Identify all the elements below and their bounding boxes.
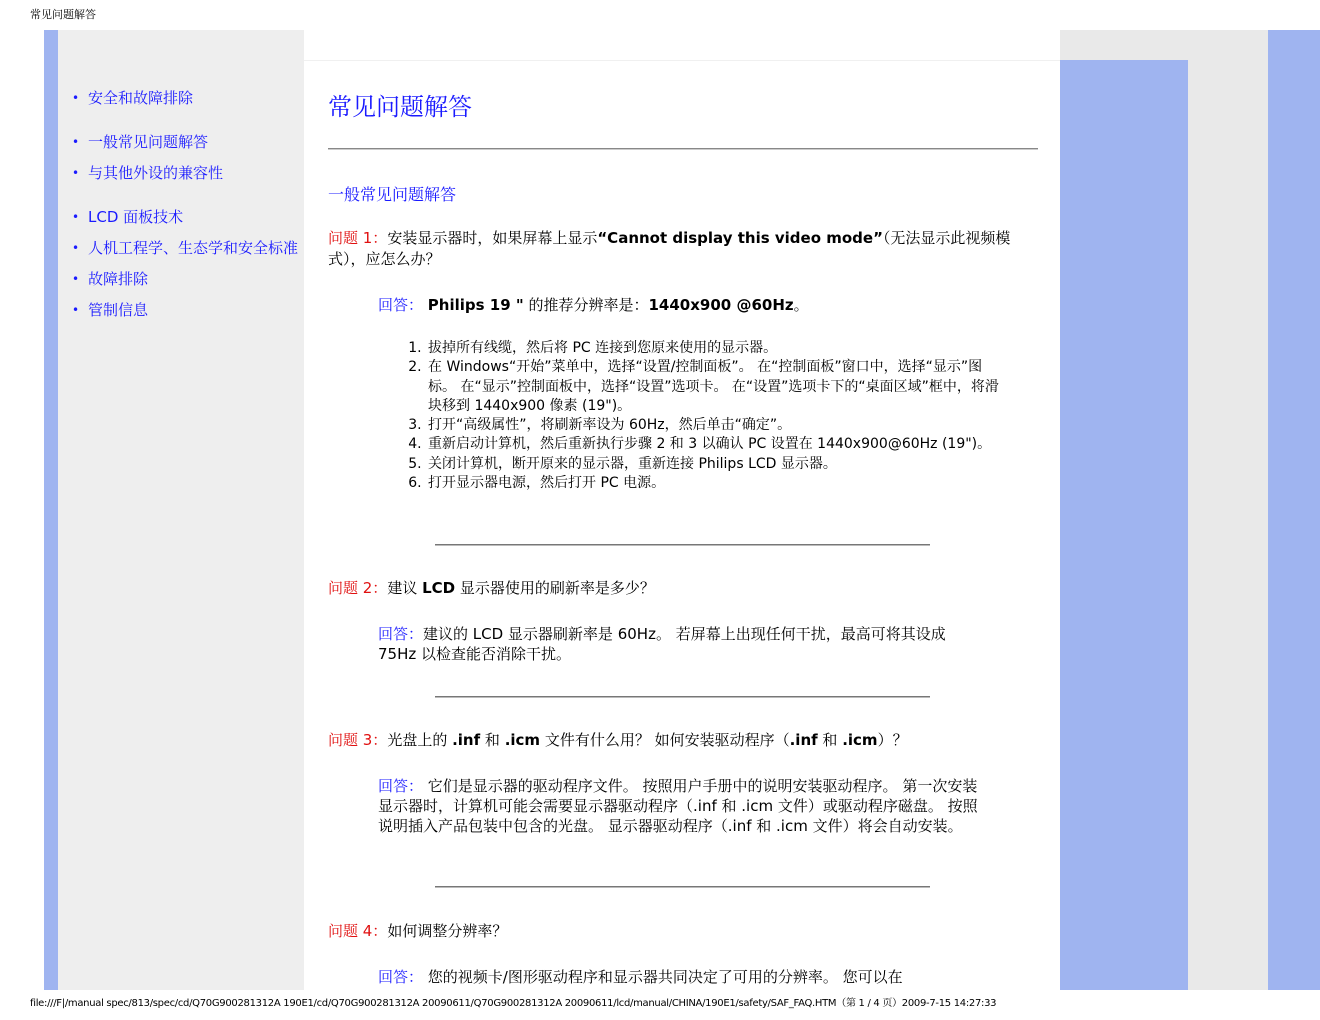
answer-2 <box>378 624 978 664</box>
question-label: 问题 1： <box>328 229 388 247</box>
question-bold-text: “Cannot display this video mode” <box>597 229 883 247</box>
answer-1-steps <box>408 339 1006 493</box>
question-text: ）？ <box>877 731 908 749</box>
sidebar-item-ergonomics[interactable]: • 人机工程学、生态学和安全标准 <box>72 238 304 259</box>
question-divider <box>435 886 930 888</box>
question-text: （无法显示此视频模式），应怎么办？ <box>328 229 1011 268</box>
answer-1 <box>378 295 998 315</box>
step-item: 4. 重新启动计算机，然后重新执行步骤 2 和 3 以确认 PC 设置在 1440x900@60Hz (19")。 <box>426 435 1006 454</box>
right-blue-edge <box>1268 30 1320 990</box>
answer-bold-text: 1440x900 @60Hz <box>648 296 794 314</box>
sidebar-item-compatibility[interactable]: • 与其他外设的兼容性 <box>72 163 304 184</box>
question-3 <box>328 730 1028 751</box>
right-gray-panel <box>1188 30 1268 990</box>
left-blue-strip <box>44 30 58 990</box>
print-footer: file:///F|/manual spec/813/spec/cd/Q70G900281312A 190E1/cd/Q70G900281312A 20090611/Q70G900281312A 20090611/lcd/manual/CHINA/190E1/safety/SAF_FAQ.HTM（第 1 / 4 页）2009-7-15 14:27:33 <box>30 998 997 1009</box>
question-text: 文件有什么用？ 如何安装驱动程序（ <box>540 731 790 749</box>
step-item: 5. 关闭计算机，断开原来的显示器，重新连接 Philips LCD 显示器。 <box>426 455 1006 474</box>
answer-3 <box>378 776 990 836</box>
sidebar-item-safety[interactable]: • 安全和故障排除 <box>72 88 304 109</box>
print-header: 常见问题解答 <box>30 8 96 21</box>
answer-4 <box>378 967 990 987</box>
question-text: 和 <box>480 731 505 749</box>
question-bold-text: LCD <box>422 579 456 597</box>
question-divider <box>435 544 930 546</box>
question-label: 问题 4： <box>328 922 388 940</box>
section-title: 一般常见问题解答 <box>328 185 457 204</box>
question-bold-text: .icm <box>842 731 878 749</box>
answer-text: 的推荐分辨率是： <box>523 296 649 314</box>
sidebar-item-troubleshooting[interactable]: • 故障排除 <box>72 269 304 290</box>
question-text: 和 <box>817 731 843 749</box>
answer-text: 。 <box>793 296 809 314</box>
question-bold-text: .inf <box>452 731 481 749</box>
sidebar-item-lcd-tech[interactable]: • LCD 面板技术 <box>72 207 304 228</box>
question-label: 问题 3： <box>328 731 388 749</box>
question-2 <box>328 578 1028 599</box>
sidebar-item-regulatory[interactable]: • 管制信息 <box>72 300 304 321</box>
question-divider <box>435 696 930 698</box>
question-bold-text: .icm <box>504 731 541 749</box>
answer-label: 回答： <box>378 777 424 795</box>
step-item: 6. 打开显示器电源，然后打开 PC 电源。 <box>426 474 1006 493</box>
sidebar-nav <box>72 88 304 331</box>
answer-label: 回答： <box>378 968 424 986</box>
question-text: 如何调整分辨率？ <box>387 922 508 940</box>
page-title: 常见问题解答 <box>328 93 472 121</box>
question-text: 显示器使用的刷新率是多少？ <box>455 579 655 597</box>
step-item: 1. 拔掉所有线缆，然后将 PC 连接到您原来使用的显示器。 <box>426 339 1006 358</box>
sidebar-item-general-faq[interactable]: • 一般常见问题解答 <box>72 132 304 153</box>
right-blue-panel <box>1060 60 1188 990</box>
answer-bold-text: Philips 19 " <box>427 296 524 314</box>
question-label: 问题 2： <box>328 579 388 597</box>
question-text: 建议 <box>387 579 423 597</box>
question-text: 光盘上的 <box>387 731 453 749</box>
title-divider <box>328 148 1038 150</box>
question-text: 安装显示器时，如果屏幕上显示 <box>387 229 598 247</box>
question-1 <box>328 228 1028 270</box>
answer-label: 回答： <box>378 625 424 643</box>
answer-label: 回答： <box>378 296 424 314</box>
answer-text: 建议的 LCD 显示器刷新率是 60Hz。 若屏幕上出现任何干扰，最高可将其设成 75Hz 以检查能否消除干扰。 <box>378 625 946 663</box>
step-item: 3. 打开“高级属性”，将刷新率设为 60Hz，然后单击“确定”。 <box>426 416 1006 435</box>
answer-text: 您的视频卡/图形驱动程序和显示器共同决定了可用的分辨率。 您可以在 <box>423 968 903 986</box>
question-4 <box>328 921 1028 942</box>
answer-text: 它们是显示器的驱动程序文件。 按照用户手册中的说明安装驱动程序。 第一次安装显示器时，计算机可能会需要显示器驱动程序（.inf 和 .icm 文件）或驱动程序磁盘。 按照说明插入产品包装中包含的光盘。 显示器驱动程序（.inf 和 .icm 文件）将会自动安装。 <box>378 777 978 835</box>
top-bar <box>304 30 1060 61</box>
question-bold-text: .inf <box>789 731 818 749</box>
step-item: 2. 在 Windows“开始”菜单中，选择“设置/控制面板”。 在“控制面板”窗口中，选择“显示”图标。 在“显示”控制面板中，选择“设置”选项卡。 在“设置”选项卡下的“桌面区域”框中，将滑块移到 1440x900 像素 (19")。 <box>426 358 1006 416</box>
